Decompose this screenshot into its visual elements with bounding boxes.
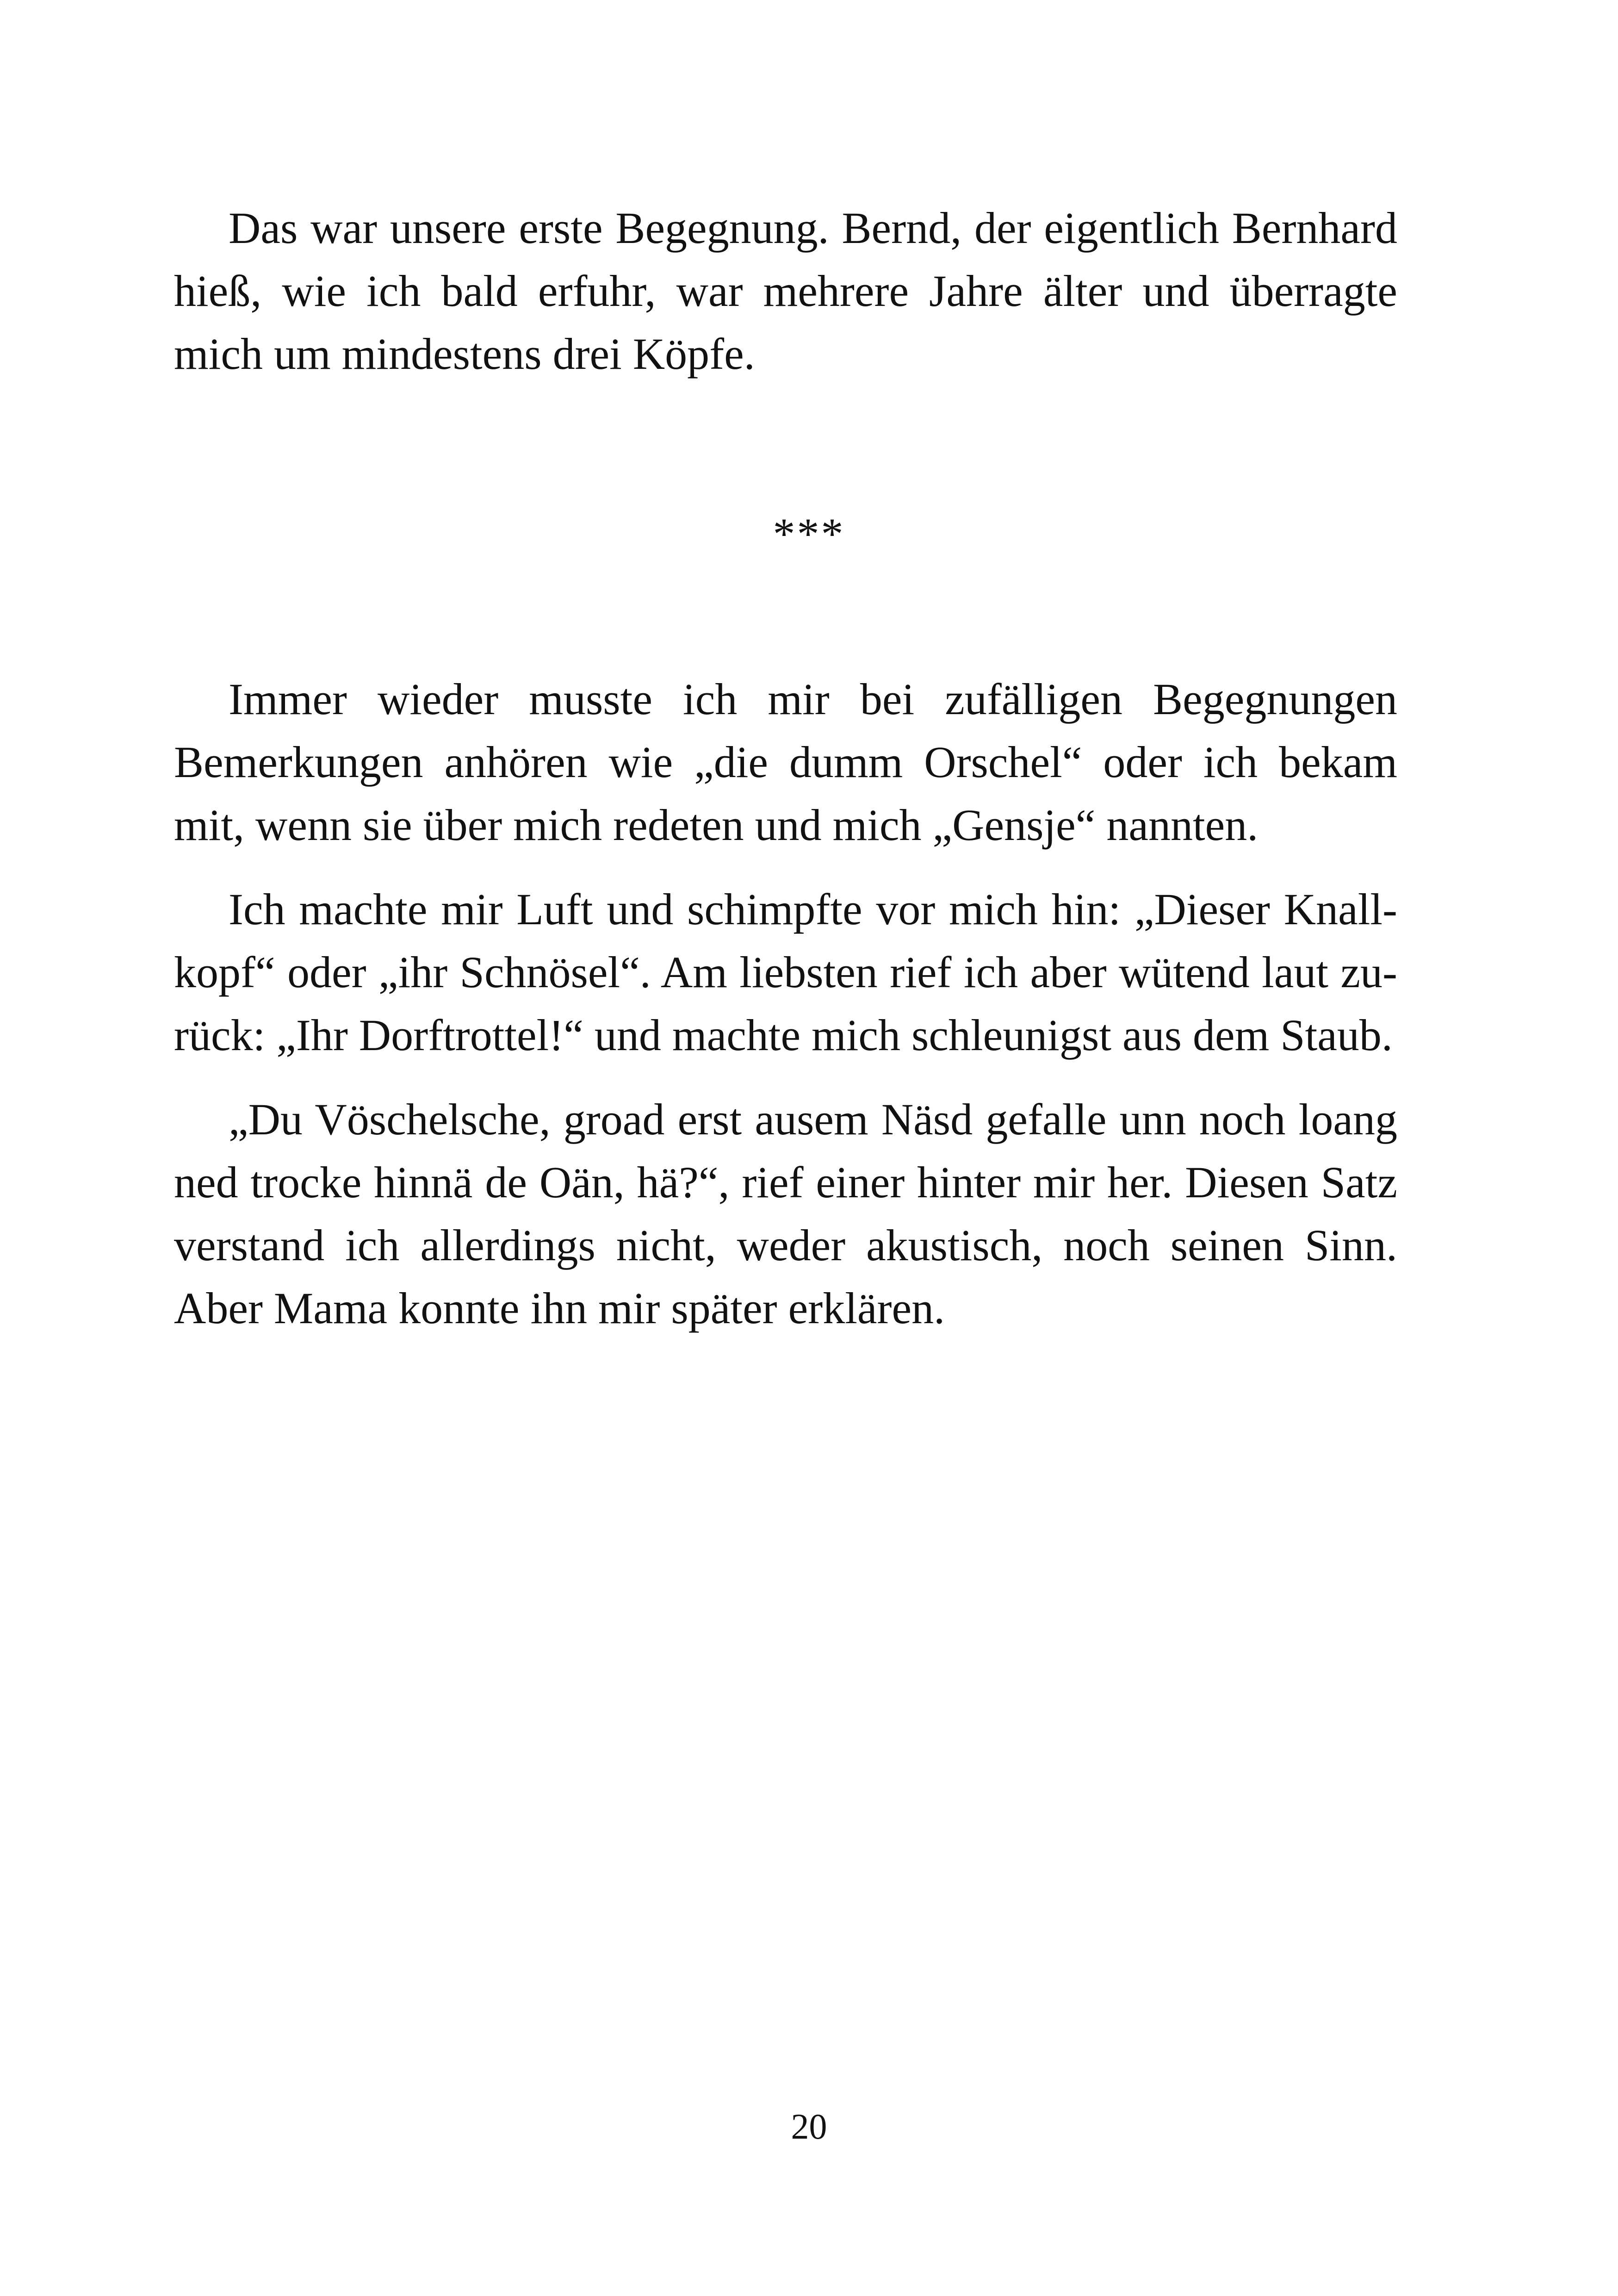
section-separator: *** (773, 509, 845, 559)
page-number: 20 (791, 2106, 827, 2147)
paragraph: Ich machte mir Luft und schimpfte vor mich hin: „Dieser Knallkopf“ oder „ihr Schnösel“. Am liebsten rief ich aber wütend laut zurück: „Ihr Dorftrottel!“ und machte mich schleunigst aus dem Staub. (174, 884, 1397, 1060)
section-2 (174, 668, 1397, 1340)
paragraph: „Du Vöschelsche, groad erst ausem Näsd gefalle unn noch loang ned trocke hinnä de Oän, hä?“, rief einer hinter mir her. Diesen Satz verstand ich allerdings nicht, weder akustisch, noch seinen Sinn. Aber Mama konnte ihn mir später erklären. (174, 1095, 1397, 1333)
paragraph: Das war unsere erste Begegnung. Bernd, der eigentlich Bernhard hieß, wie ich bald erfuhr, war mehrere Jahre älter und überragte mich um mindestens drei Köpfe. (174, 203, 1397, 379)
paragraph: Immer wieder musste ich mir bei zufälligen Begegnungen Bemerkungen anhören wie „die dumm Orschel“ oder ich bekam mit, wenn sie über mich redeten und mich „Gensje“ nannten. (174, 674, 1397, 850)
section-1 (174, 197, 1397, 386)
